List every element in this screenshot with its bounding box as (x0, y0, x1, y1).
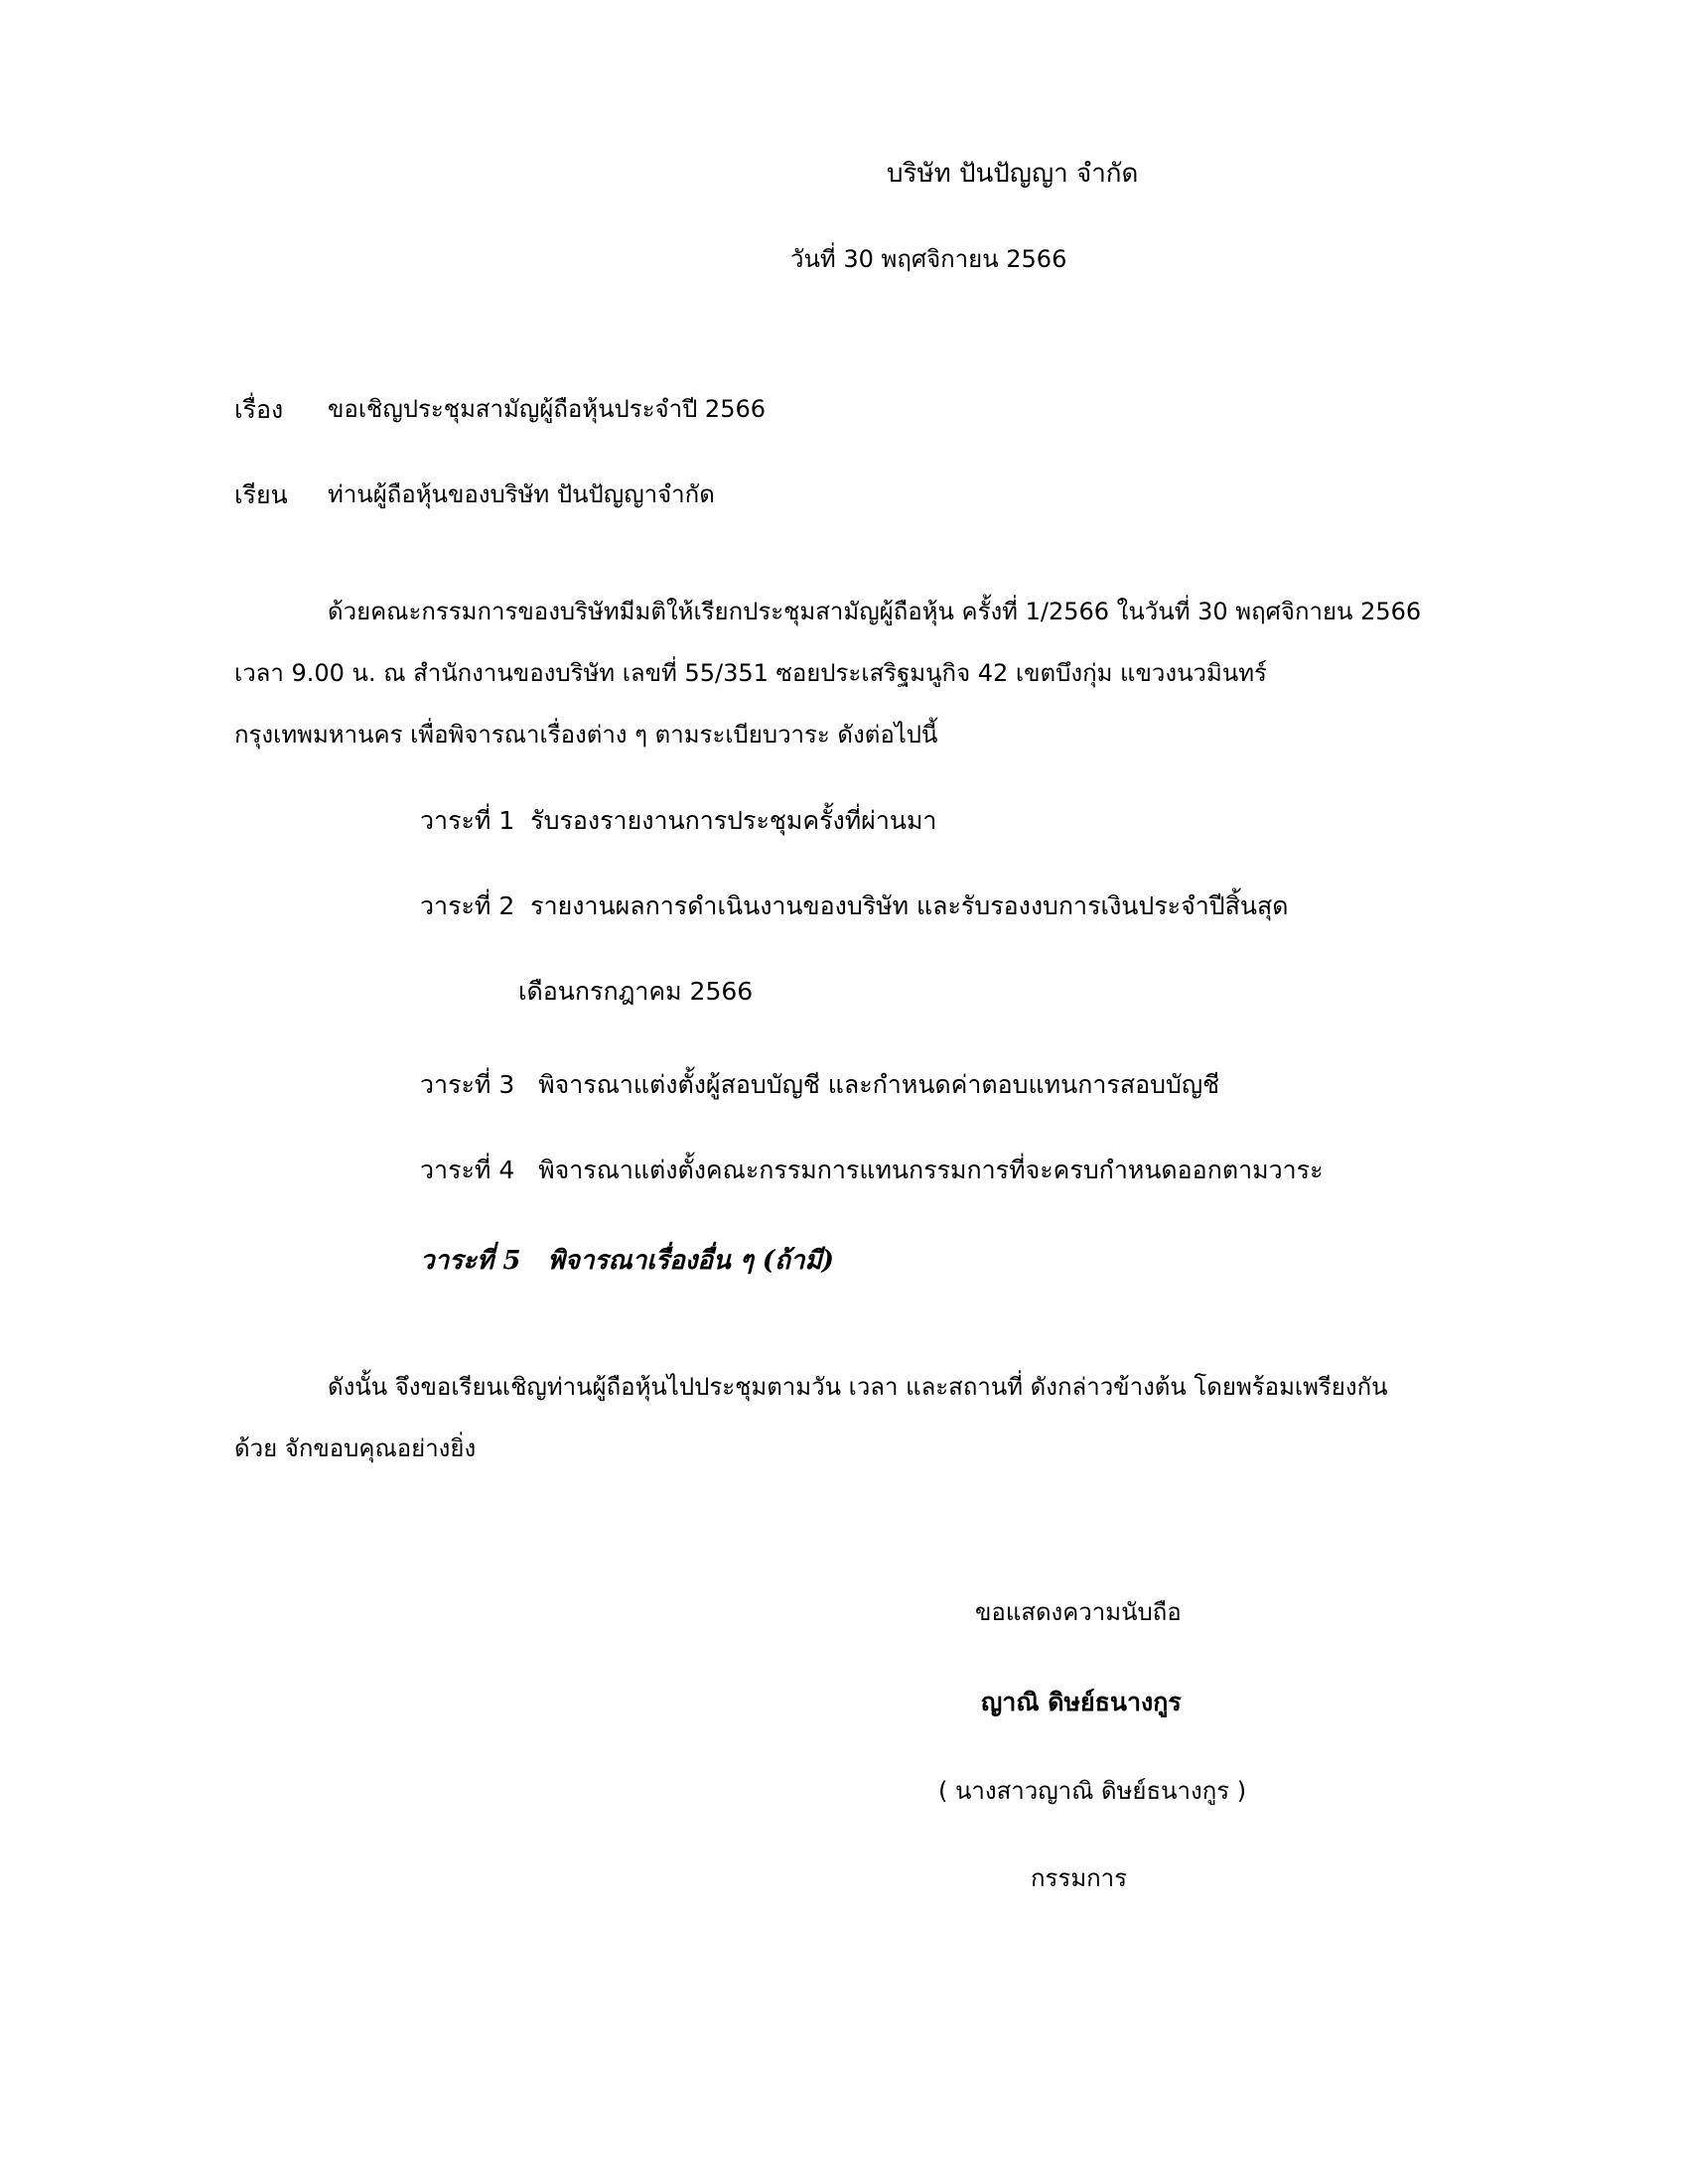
company-name: บริษัท ปันปัญญา จำกัด (887, 159, 1139, 189)
signature-full-name: ( นางสาวญาณิ ดิษย์ธนางกูร ) (938, 1777, 1247, 1805)
intro-line-1: ด้วยคณะกรรมการของบริษัทมีมติให้เรียกประชุมสามัญผู้ถือหุ้น ครั้งที่ 1/2566 ในวันที่ 30 พฤศจิกายน 2566 (328, 598, 1422, 625)
agenda-item-1 (420, 806, 936, 836)
signature-title: กรรมการ (1031, 1864, 1128, 1892)
agenda-item-text: พิจารณาเรื่องอื่น ๆ (ถ้ามี) (547, 1246, 834, 1276)
agenda-item-text: รับรองรายงานการประชุมครั้งที่ผ่านมา (530, 806, 937, 835)
agenda-item-text: พิจารณาแต่งตั้งคณะกรรมการแทนกรรมการที่จะครบกำหนดออกตามวาระ (538, 1156, 1324, 1184)
agenda-item-2-continued (518, 977, 753, 1007)
closing-line-2: ด้วย จักขอบคุณอย่างยิ่ง (234, 1434, 477, 1462)
agenda-item-text: รายงานผลการดำเนินงานของบริษัท และรับรองงบการเงินประจำปีสิ้นสุด (530, 891, 1289, 920)
to-text: ท่านผู้ถือหุ้นของบริษัท ปันปัญญาจำกัด (328, 480, 715, 508)
subject-label: เรื่อง (234, 395, 284, 424)
to-label: เรียน (234, 480, 288, 509)
agenda-item-label: วาระที่ 1 (420, 806, 515, 835)
agenda-item-text: เดือนกรกฎาคม 2566 (518, 977, 754, 1006)
agenda-item-2 (420, 891, 1289, 921)
agenda-item-label: วาระที่ 3 (420, 1070, 515, 1099)
agenda-item-5 (420, 1246, 834, 1277)
agenda-item-3 (420, 1070, 1219, 1100)
closing-line-1: ดังนั้น จึงขอเรียนเชิญท่านผู้ถือหุ้นไปประชุมตามวัน เวลา และสถานที่ ดังกล่าวข้างต้น โดยพร้อมเพรียงกัน (328, 1373, 1388, 1401)
intro-line-3: กรุงเทพมหานคร เพื่อพิจารณาเรื่องต่าง ๆ ตามระเบียบวาระ ดังต่อไปนี้ (234, 721, 938, 749)
signature-name: ญาณิ ดิษย์ธนางกูร (981, 1688, 1182, 1716)
signature-salutation: ขอแสดงความนับถือ (975, 1598, 1182, 1626)
agenda-item-4 (420, 1156, 1324, 1185)
agenda-item-text: พิจารณาแต่งตั้งผู้สอบบัญชี และกำหนดค่าตอบแทนการสอบบัญชี (538, 1070, 1220, 1099)
agenda-item-label: วาระที่ 4 (420, 1156, 515, 1184)
agenda-item-label: วาระที่ 2 (420, 891, 515, 920)
subject-text: ขอเชิญประชุมสามัญผู้ถือหุ้นประจำปี 2566 (328, 395, 767, 423)
letter-date: วันที่ 30 พฤศจิกายน 2566 (790, 245, 1067, 273)
agenda-item-label: วาระที่ 5 (420, 1246, 521, 1276)
intro-line-2: เวลา 9.00 น. ณ สำนักงานของบริษัท เลขที่ 55/351 ซอยประเสริฐมนูกิจ 42 เขตบึงกุ่ม แขวงนวมินทร์ (234, 659, 1267, 687)
